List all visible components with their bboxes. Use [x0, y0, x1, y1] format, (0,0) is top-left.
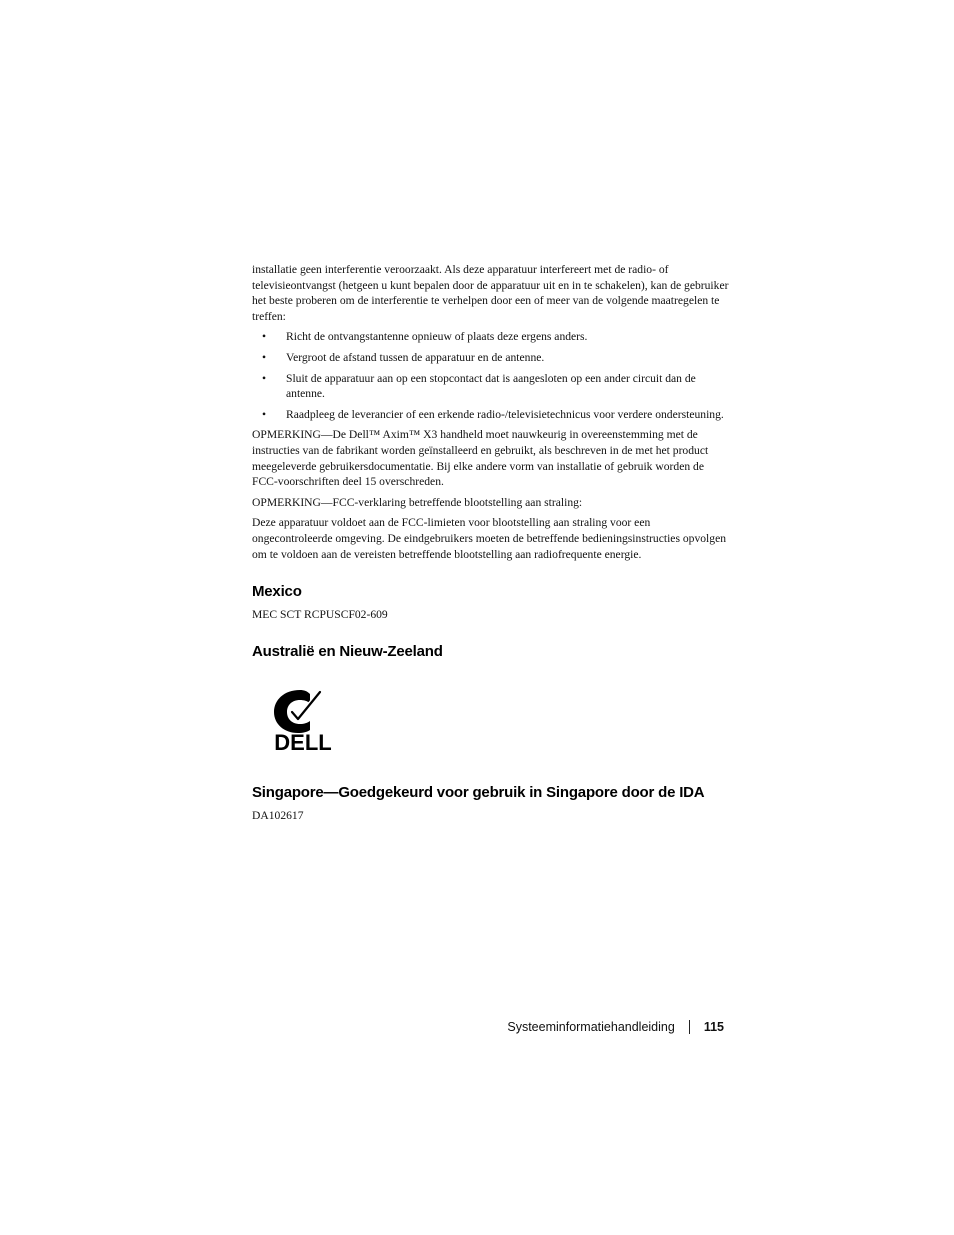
bullet-icon: •	[262, 350, 267, 364]
page-content	[252, 262, 730, 829]
list-item: • Raadpleeg de leverancier of een erkende radio-/televisietechnicus voor verdere ondersteuning.	[262, 407, 724, 421]
list-item: • Sluit de apparatuur aan op een stopcontact dat is aangesloten op een ander circuit dan de antenne.	[262, 371, 696, 401]
singapore-code: DA102617	[252, 809, 304, 823]
page-number: 115	[703, 1020, 724, 1034]
list-item: • Richt de ontvangstantenne opnieuw of plaats deze ergens anders.	[262, 330, 588, 344]
note-installation: OPMERKING—De Dell™ Axim™ X3 handheld moet nauwkeurig in overeenstemming met de instructies van de fabrikant worden geïnstalleerd en gebruikt, als beschreven in de met het product meegeleverde gebruikersdocumentatie. Bij elke andere vorm van installatie of gebruik worden de FCC-voorschriften deel 15 overschreden.	[252, 428, 709, 489]
page-footer	[507, 1020, 724, 1034]
dell-wordmark: DELL	[274, 729, 332, 752]
bullet-icon: •	[262, 371, 267, 385]
c-tick-dell-logo-icon	[262, 686, 344, 752]
exposure-paragraph: Deze apparatuur voldoet aan de FCC-limieten voor blootstelling aan straling voor een ongecontroleerde omgeving. De eindgebruikers moeten de betreffende bedieningsinstructies opvolgen om te voldoen aan de vereisten betreffende blootstelling aan radiofrequente energie.	[252, 516, 727, 561]
measures-list	[252, 329, 730, 422]
bullet-icon: •	[262, 407, 267, 421]
mexico-code: MEC SCT RCPUSCF02-609	[252, 608, 388, 622]
footer-divider	[689, 1020, 690, 1034]
singapore-heading: Singapore—Goedgekeurd voor gebruik in Singapore door de IDA	[252, 784, 705, 802]
australia-heading: Australië en Nieuw-Zeeland	[252, 642, 443, 660]
bullet-icon: •	[262, 330, 267, 344]
mexico-heading: Mexico	[252, 583, 302, 601]
intro-paragraph: installatie geen interferentie veroorzaakt. Als deze apparatuur interfereert met de radio- of televisieontvangst (hetgeen u kunt bepalen door de apparatuur uit en in te schakelen), kan de gebruiker het beste proberen om de interferentie te verhelpen door een of meer van de volgende maatregelen te treffen:	[252, 263, 729, 323]
footer-title: Systeeminformatiehandleiding	[507, 1020, 675, 1034]
note-radiation: OPMERKING—FCC-verklaring betreffende blootstelling aan straling:	[252, 495, 583, 509]
list-item: • Vergroot de afstand tussen de apparatuur en de antenne.	[262, 350, 545, 364]
